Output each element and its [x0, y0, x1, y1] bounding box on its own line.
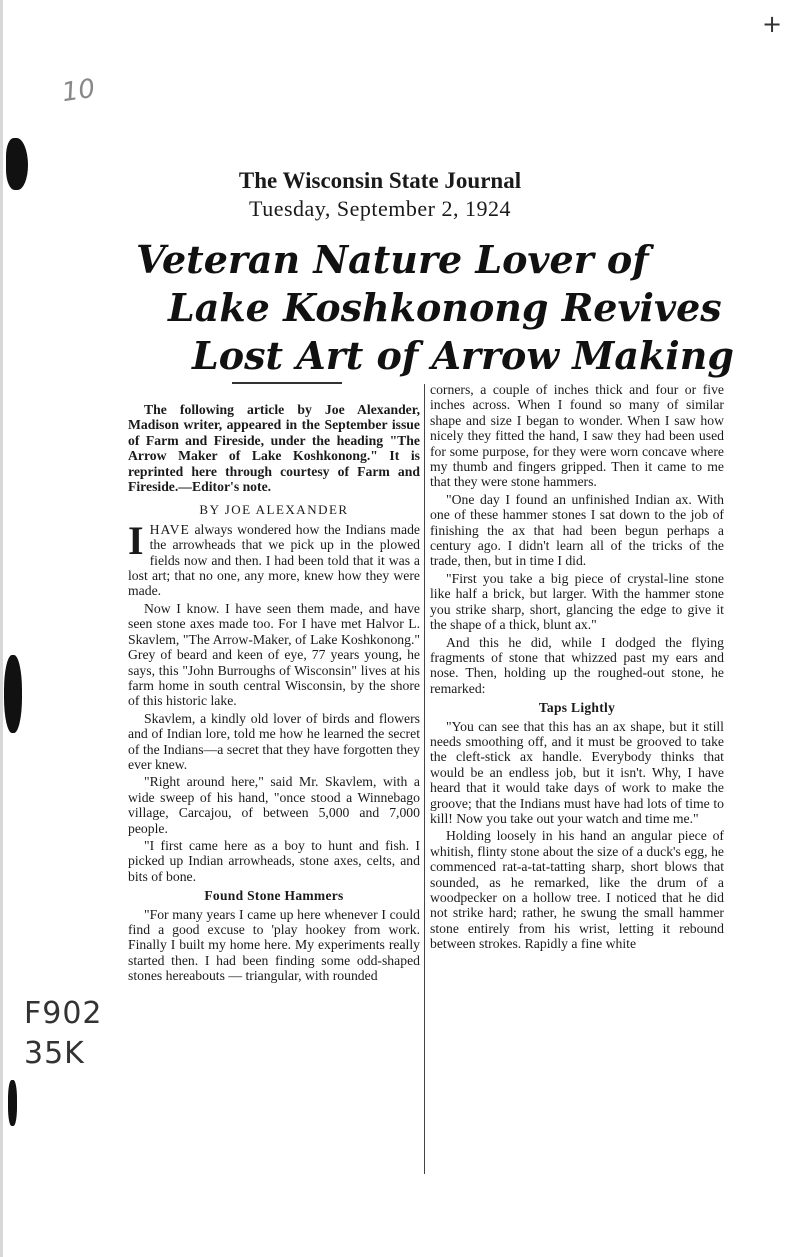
publication-date: Tuesday, September 2, 1924: [249, 196, 511, 221]
subhead-found-stone-hammers: Found Stone Hammers: [204, 888, 344, 904]
scan-blot-top: [6, 138, 28, 190]
handwritten-catalog-code-1: F902: [24, 996, 103, 1031]
article-headline: [128, 236, 768, 380]
lead-text: always wondered how the Indians made the arrowheads that we pick up in the plowed fields now and then. I had been told that it was a lost art; that no one, any more, knew how they were made.: [128, 521, 420, 599]
paragraph: Holding loosely in his hand an angular piece of whitish, flinty stone about the size of a duck's egg, he commenced rat-a-tat-tatting sharp, short blows that sounded, as he remarked, like the drum of a woodpecker on a hollow tree. I noticed that he did not strike hard; rather, he swung the small hammer stone entirely from his wrist, letting it rebound between strokes. Rapidly a fine white: [430, 828, 724, 952]
handwritten-plus-mark: +: [762, 10, 783, 38]
paragraph: corners, a couple of inches thick and four or five inches across. When I found so many of similar shape and size I began to wonder. When I saw how nicely they fitted the hand, I saw they had been used for some purpose, for they were worn concave where my thumb and fingers gripped. Then it came to me that they were stone hammers.: [430, 382, 724, 490]
paragraph: "For many years I came up here whenever I could find a good excuse to 'play hookey from work. Finally I built my home here. My experiments really started then. I had been finding some odd-shaped stones hereabouts — triangular, with rounded: [128, 906, 420, 984]
paragraph: "First you take a big piece of crystal-line stone like half a brick, but larger. With the hammer stone you strike sharp, short, glancing the edge to give it the shape of a thick, blunt ax.": [430, 570, 724, 633]
article-column-left: [128, 384, 420, 986]
paragraph: Skavlem, a kindly old lover of birds and flowers and of Indian lore, told me how he learned the secret of the Indians—a secret that they have forgotten they ever knew.: [128, 710, 420, 772]
paragraph: Now I know. I have seen them made, and have seen stone axes made too. For I have met Halvor L. Skavlem, "The Arrow-Maker, of Lake Koshkonong." Grey of beard and keen of eye, 77 years young, he says, this "John Burroughs of Wisconsin" lives at his farm home in south central Wisconsin, by the shore of this historic lake.: [128, 600, 420, 709]
scan-blot-bottom: [8, 1080, 17, 1126]
editor-note: The following article by Joe Alexander, Madison writer, appeared in the September issue of Farm and Fireside, under the heading "The Arrow Maker of Lake Koshkonong." It is reprinted here through courtesy of Farm and Fireside.—Editor's note.: [128, 402, 420, 495]
headline-line-2: Lake Koshkonong Revives: [168, 285, 722, 330]
paragraph: "Right around here," said Mr. Skavlem, with a wide sweep of his hand, "once stood a Winnebago village, Carcajou, of between 5,000 and 7,000 people.: [128, 774, 420, 836]
article-column-right: [430, 382, 724, 954]
lead-paragraph: [128, 517, 420, 599]
paragraph: "I first came here as a boy to hunt and fish. I picked up Indian arrowheads, stone axes, celts, and bits of bone.: [128, 837, 420, 884]
column-rule: [424, 384, 425, 1174]
subhead-taps-lightly: Taps Lightly: [538, 700, 616, 716]
byline: BY JOE ALEXANDER: [199, 502, 349, 518]
handwritten-page-number: 10: [60, 73, 98, 109]
newspaper-name: The Wisconsin State Journal: [238, 168, 522, 193]
masthead: [160, 168, 600, 222]
paragraph: "One day I found an unfinished Indian ax. With one of these hammer stones I sat down to the job of finishing the ax that had been begun perhaps a century ago. I didn't learn all of the tricks of the trade, then, but in time I did.: [430, 491, 724, 569]
paragraph: And this he did, while I dodged the flying fragments of stone that whizzed past my ears and nose. Then, holding up the roughed-out stone, he remarked:: [430, 634, 724, 696]
lead-first-word: HAVE: [149, 521, 190, 537]
headline-line-1: Veteran Nature Lover of: [136, 237, 649, 282]
handwritten-catalog-code-2: 35K: [24, 1036, 85, 1071]
scan-edge: [0, 0, 3, 1257]
headline-line-3: Lost Art of Arrow Making: [192, 333, 734, 378]
paragraph: "You can see that this has an ax shape, but it still needs smoothing off, and it must be grooved to take the cleft-stick ax handle. Everybody thinks that would be an endless job, but it isn't. Why, I have heard that it would take days of work to make the groove; that the Indians must have had lots of time to kill! Now you take out your watch and time me.": [430, 718, 724, 826]
scan-blot-middle: [4, 655, 22, 733]
drop-cap: I: [128, 517, 144, 563]
